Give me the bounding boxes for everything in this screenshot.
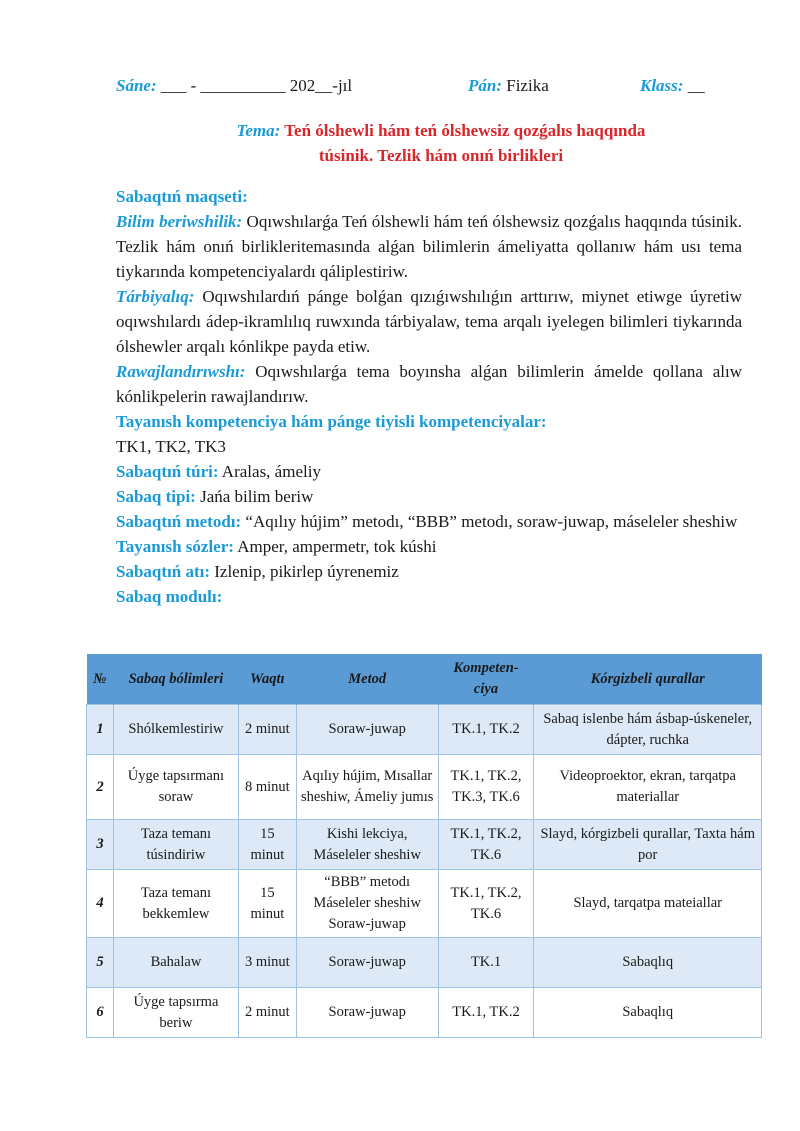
table-row [87,755,762,820]
development-label: Rawajlandırıwshı: [116,362,246,381]
row-time: 2 minut [238,988,296,1038]
row-tools: Slayd, kórgizbeli qurallar, Taxta hám por [534,820,762,870]
subject-label: Pán: [468,76,502,95]
goal-development [116,359,742,409]
row-competency: TK.1, TK.2, TK.6 [438,870,534,938]
subject-value: Fizika [502,76,549,95]
lesson-type-value: Aralas, ámeliy [218,462,321,481]
keywords [116,534,742,559]
row-time: 8 minut [238,755,296,820]
row-number: 5 [87,938,114,988]
table-row [87,870,762,938]
topic-line-2: túsinik. Tezlik hám onıń birlikleri [318,146,564,165]
row-tools: Sabaq islenbe hám ásbap-úskeneler, dápter, ruchka [534,705,762,755]
lesson-kind-value: Jańa bilim beriw [195,487,314,506]
upbringing-label: Tárbiyalıq: [116,287,195,306]
date-label: Sáne: [116,76,157,95]
row-method: Kishi lekciya, Máseleler sheshiw [296,820,438,870]
upbringing-text: Oqıwshılardıń pánge bolǵan qızıǵıwshılıǵın arttırıw, miynet etiwge úyretiw oqıwshılardı ádep-ikramlılıq ruwxında tárbiyalaw, tema arqalı iyelegen bilimleri tiykarında ólshewler arqalı kónlikpe payda etiw. [116,287,742,356]
row-competency: TK.1 [438,938,534,988]
row-number: 4 [87,870,114,938]
keywords-value: Amper, ampermetr, tok kúshi [233,537,437,556]
header-number: № [87,654,114,705]
row-tools: Videoproektor, ekran, tarqatpa materiallar [534,755,762,820]
lesson-kind [116,484,742,509]
row-tools: Sabaqlıq [534,988,762,1038]
lesson-name-value: Izlenip, pikirlep úyrenemiz [210,562,399,581]
row-competency: TK.1, TK.2 [438,705,534,755]
goals-heading: Sabaqtıń maqseti: [116,187,248,206]
row-time: 2 minut [238,705,296,755]
development-text: Oqıwshılarǵa tema boyınsha alǵan bilimlerin ámelde qollana alıw kónlikpelerin rawajlandırıw. [116,362,742,406]
row-competency: TK.1, TK.2, TK.3, TK.6 [438,755,534,820]
module-heading: Sabaq modulı: [116,587,223,606]
competencies-heading: Tayanısh kompetenciya hám pánge tiyisli kompetenciyalar: [116,412,547,431]
lesson-type-label: Sabaqtıń túri: [116,462,219,481]
row-method: Aqılıy hújim, Mısallar sheshiw, Ámeliy jumıs [296,755,438,820]
class-label: Klass: [640,76,684,95]
date-value: ___ - __________ 202__-jıl [156,76,353,95]
lesson-plan-table [86,654,762,1038]
topic-line-1: Teń ólshewli hám teń ólshewsiz qozǵalıs haqqında [280,121,646,140]
table-row [87,820,762,870]
row-method: Soraw-juwap [296,938,438,988]
header-line [116,76,736,100]
lesson-name-label: Sabaqtıń atı: [116,562,210,581]
row-number: 2 [87,755,114,820]
lesson-kind-label: Sabaq tipi: [116,487,196,506]
row-competency: TK.1, TK.2, TK.6 [438,820,534,870]
header-competency: Kompeten-ciya [438,654,534,705]
topic-label: Tema: [236,121,281,140]
subject-field [468,76,549,96]
row-time: 15 minut [238,820,296,870]
row-time: 15 minut [238,870,296,938]
goal-education [116,209,742,284]
class-value: __ [683,76,705,95]
lesson-details [116,184,742,609]
row-section: Taza temanı bekkemlew [113,870,238,938]
row-number: 3 [87,820,114,870]
education-label: Bilim beriwshilik: [116,212,243,231]
row-section: Taza temanı túsindiriw [113,820,238,870]
goal-upbringing [116,284,742,359]
row-method: “BBB” metodı Máseleler sheshiw Soraw-juwap [296,870,438,938]
education-text: Oqıwshılarǵa Teń ólshewli hám teń ólshewsiz qozǵalıs haqqında túsinik. Tezlik hám onıń birlikleritemasında alǵan bilimlerin ámeliyatta qollanıw hám usı tema tiykarında kompetenciyalardı qáliplestiriw. [116,212,743,281]
header-section: Sabaq bólimleri [113,654,238,705]
lesson-method-value: “Aqılıy hújim” metodı, “BBB” metodı, soraw-juwap, máseleler sheshiw [241,512,738,531]
date-field [116,76,352,96]
competencies-value: TK1, TK2, TK3 [116,437,226,456]
class-field [640,76,705,96]
row-method: Soraw-juwap [296,705,438,755]
row-method: Soraw-juwap [296,988,438,1038]
row-section: Shólkemlestiriw [113,705,238,755]
row-section: Úyge tapsırmanı soraw [113,755,238,820]
table-header-row [87,654,762,705]
row-number: 6 [87,988,114,1038]
row-tools: Slayd, tarqatpa mateiallar [534,870,762,938]
header-method: Metod [296,654,438,705]
lesson-method [116,509,742,534]
row-section: Úyge tapsırma beriw [113,988,238,1038]
lesson-name [116,559,742,584]
keywords-label: Tayanısh sózler: [116,537,234,556]
row-tools: Sabaqlıq [534,938,762,988]
row-time: 3 minut [238,938,296,988]
row-competency: TK.1, TK.2 [438,988,534,1038]
table-row [87,988,762,1038]
header-tools: Kórgizbeli qurallar [534,654,762,705]
table-row [87,705,762,755]
table-row [87,938,762,988]
header-time: Waqtı [238,654,296,705]
lesson-type [116,459,742,484]
lesson-method-label: Sabaqtıń metodı: [116,512,242,531]
row-section: Bahalaw [113,938,238,988]
topic-title [116,118,766,168]
row-number: 1 [87,705,114,755]
